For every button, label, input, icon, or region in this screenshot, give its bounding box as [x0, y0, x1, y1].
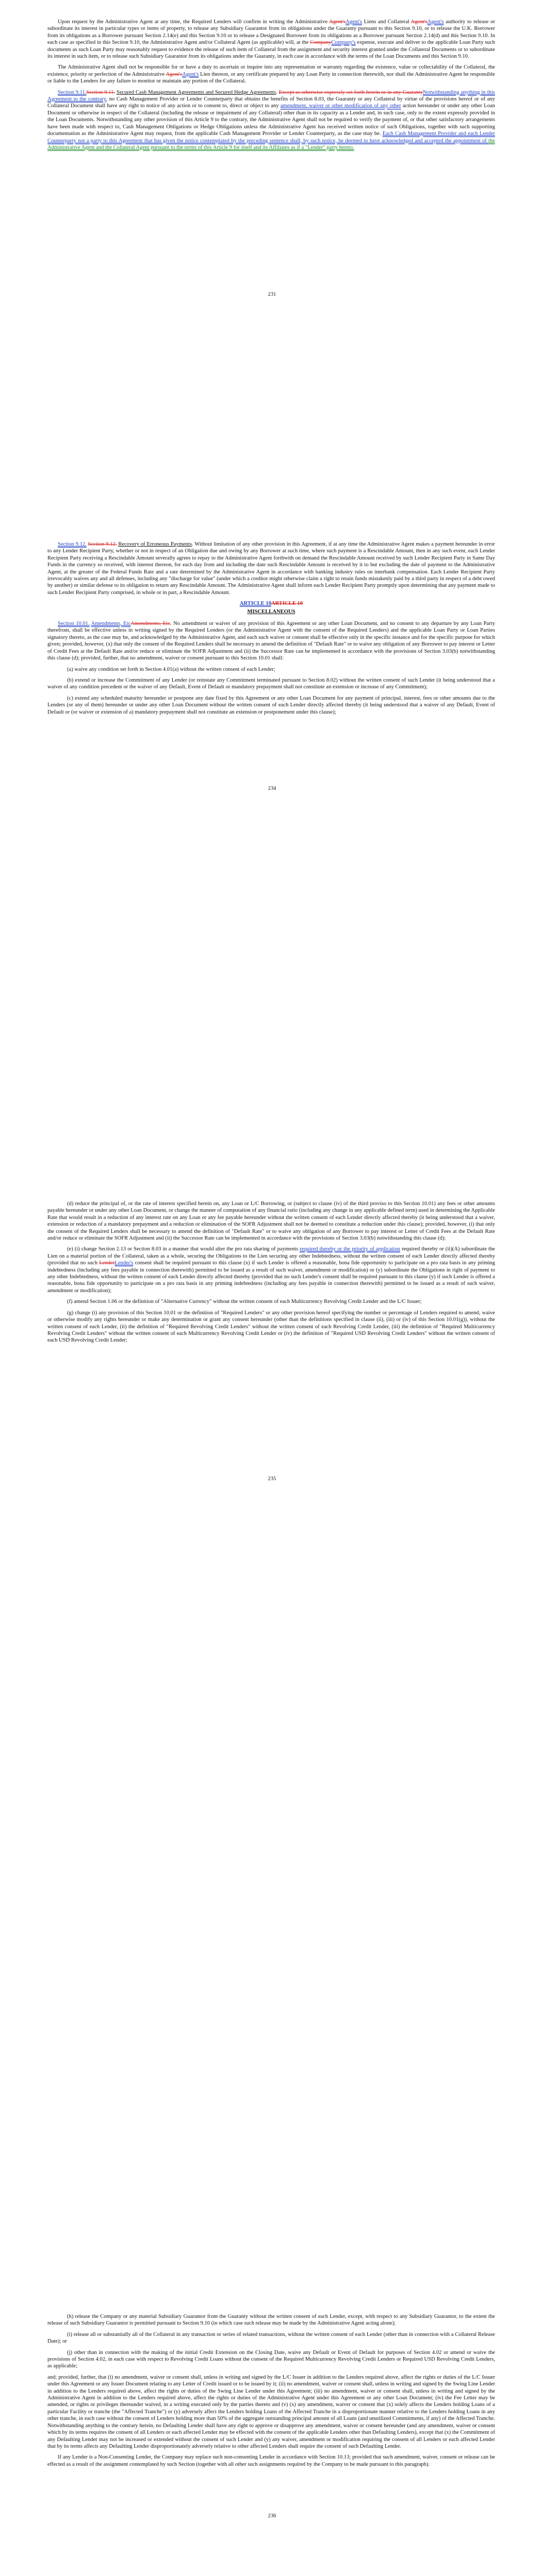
page-234 — [0, 392, 544, 1092]
page-235 — [0, 1092, 544, 1803]
page-number: 231 — [268, 292, 276, 297]
paragraph: The Administrative Agent shall not be responsible for or have a duty to ascertain or inquire into any representation or warranty regarding the existence, value or collectability of the Collateral, the existence, priority or perfection of the Administrative Agent'sAgent's Lien thereon, or any certificate prepared by any Loan Party in connection therewith, nor shall the Administrative Agent be responsible or liable to the Lenders for any failure to monitor or maintain any portion of the Collateral. — [47, 64, 495, 84]
page-231-body — [47, 19, 495, 155]
page-235-body — [47, 1200, 495, 1348]
clause-g: (g) change (i) any provision of this Section 10.01 or the definition of "Required Lenders" or any other provision hereof specifying the number or percentage of Lenders required to amend, waive or otherwise modify any rights hereunder or make any determination or grant any consent hereunder (other than the definitions specified in clause (ii), (iii) or (iv) of this Section 10.01(g)), without the written consent of each Lender, (ii) the definition of "Required Revolving Credit Lenders" without the written consent of each Revolving Credit Lender, (iii) the definition of "Required Multicurrency Revolving Credit Lenders" without the written consent of each Multicurrency Revolving Credit Lender or (iv) the definition of "Required USD Revolving Credit Lenders" without the written consent of each USD Revolving Credit Lender; — [47, 1310, 495, 1344]
proviso-paragraph: and; provided, further, that (i) no amendment, waiver or consent shall, unless in writing and signed by the L/C Issuer in addition to the Lenders required above, affect the rights or duties of the L/C Issuer under this Agreement or any Issuer Document relating to any Letter of Credit issued or to be issued by it; (ii) no amendment, waiver or consent shall, unless in writing and signed by the Swing Line Lender in addition to the Lenders required above, affect the rights or duties of the Swing Line Lender under this Agreement; (iii) no amendment, waiver or consent shall, unless in writing and signed by the Administrative Agent in addition to the Lenders required above, affect the rights or duties of the Administrative Agent under this Agreement or any other Loan Document; (iv) the Fee Letter may be amended, or rights or privileges thereunder waived, in a writing executed only by the parties thereto and (v) (x) any amendment, waiver or consent that (x) solely affects the Lenders holding Loans of a particular Facility or tranche (the "Affected Tranche") or (y) adversely affect the Lenders holding Loans of the Affected Tranche in a disproportionate manner relative to the Lenders holding Loans in any other tranche, in each case without the consent of Lenders holding more than 50% of the aggregate outstanding principal amount of all Loans (and unutilized Commitments, if any) of the Affected Tranche. Notwithstanding anything to the contrary herein, no Defaulting Lender shall have any right to approve or disapprove any amendment, waiver or consent hereunder (and any amendment, waiver or consent which by its terms requires the consent of all Lenders or each affected Lender may be effected with the consent of the applicable Lenders other than Defaulting Lenders), except that (x) the Commitment of any Defaulting Lender may not be increased or extended without the consent of such Lender and (y) any waiver, amendment or modification requiring the consent of all Lenders or each affected Lender that by its terms affects any Defaulting Lender disproportionately adversely relative to other affected Lenders shall require the consent of such Defaulting Lender. — [47, 2374, 495, 2449]
clause-c: (c) extend any scheduled maturity hereunder or postpone any date fixed by this Agreement or any other Loan Document for any payment of principal, interest, fees or other amounts due to the Lenders (or any of them) hereunder or under any other Loan Document without the written consent of each Lender directly affected thereby (it being understood that a waiver of any Default, Event of Default or (or waiver or extension of a) mandatory prepayment shall not constitute an extension or postponement under this clause); — [47, 695, 495, 715]
clause-a: (a) waive any condition set forth in Section 4.01(a) without the written consent of each Lender; — [67, 666, 275, 672]
clause-e: (e) (i) change Section 2.13 or Section 8.03 in a manner that would alter the pro rata sharing of payments required thereby or the priority of application required thereby or (ii)(A) subordinate the Lien on a material portion of the Collateral, taken as a whole, securing the Obligations to the Lien securing any other Indebtedness, without the written consent of each Lender directly affected thereby (provided that no such LenderLender's consent shall be required pursuant to this clause (x) if such Lender is offered a reasonable, bona fide opportunity to participate on a pro rata basis in any priming indebtedness (including any fees payable in connection therewith) permitted to be issued as a result of such waiver, amendment or modification) or (y) subordinate the Obligations in right of payment to any other Indebtedness, without the written consent of each Lender directly affected thereby (provided that no such Lender's consent shall be required pursuant to this clause (y) if such Lender is offered a reasonable, bona fide opportunity to participate on a pro rata basis in any priming indebtedness (including any fees payable in connection therewith) permitted to be issued as a result of such waiver, amendment or modification); — [47, 1246, 495, 1294]
clause-d: (d) reduce the principal of, or the rate of interest specified herein on, any Loan or L/C Borrowing, or (subject to clause (iv) of the third proviso to this Section 10.01) any fees or other amounts payable hereunder or under any other Loan Document, or change the manner of computation of any financial ratio (including any change in any applicable defined term) used in determining the Applicable Rate that would result in a reduction of any interest rate on any Loan or any fee payable hereunder without the written consent of each Lender directly affected thereby (it being understood that a waiver, extension or reduction of a mandatory prepayment and a reduction or elimination of the SOFR Adjustment shall not be deemed to constitute a reduction under this clause); provided, however, (i) that only the consent of the Required Lenders shall be necessary to amend the definition of "Default Rate" or to waive any obligation of any Borrower to pay interest or Letter of Credit Fees at the Default Rate and/or reduce or eliminate the SOFR Adjustment and (ii) the Successor Rate can be implemented in accordance with the provisions of Section 3.03(b) notwithstanding this clause (d); — [47, 1201, 495, 1242]
paragraph: Upon request by the Administrative Agent at any time, the Required Lenders will confirm in writing the Administrative Agent'sAgent's Liens and Collateral Agent'sAgent's authority to release or subordinate its interest in particular types or items of property, to release any Subsidiary Guarantor from its obligations under the Guaranty pursuant to this Section 9.10, or to release the U.K. Borrower from its obligations as a Borrower pursuant Section 2.14(e) and this Section 9.10 or to release a Designated Borrower from its obligations as a Borrower pursuant Section 2.14(d) and this Section 9.10. In each case as specified in this Section 9.10, the Administrative Agent and/or Collateral Agent (as applicable) will, at the CompanyCompany's expense, execute and deliver to the applicable Loan Party such documents as such Loan Party may reasonably request to evidence the release of such item of Collateral from the assignment and security interest granted under the Collateral Documents or to subordinate its interest in such item, or to release such Subsidiary Guarantor from its obligations under the Guaranty, in each case in accordance with the terms of the Loan Documents and this Section 9.10. — [47, 19, 495, 60]
article-title: MISCELLANEOUS — [247, 608, 295, 615]
section-9-11-paragraph: Section 9.11.Section 9.11. Secured Cash Management Agreements and Secured Hedge Agreements. Except as otherwise expressly set forth herein or in any GuarantyNotwithstanding anything in this Agreement to the contrary, no Cash Management Provider or Lender Counterparty that obtains the benefits of Section 8.03, the Guaranty or any Collateral by virtue of the provisions hereof or of any Collateral Document shall have any right to notice of any action or to consent to, direct or object to any amendment, waiver or other modification of any other action hereunder or under any other Loan Document or otherwise in respect of the Collateral (including the release or impairment of any Collateral) other than in its capacity as a Lender and, in such case, only to the extent expressly provided in the Loan Documents. Notwithstanding any other provision of this Article 9 to the contrary, the Administrative Agent shall not be required to verify the payment of, or that other satisfactory arrangements have been made with respect to, Cash Management Obligations or Hedge Obligations unless the Administrative Agent has received written notice of such Obligations, together with such supporting documentation as the Administrative Agent may request, from the applicable Cash Management Provider or Lender Counterparty, as the case may be. Each Cash Management Provider and each Lender Counterparty not a party to this Agreement that has given the notice contemplated by the preceding sentence shall, by such notice, be deemed to have acknowledged and accepted the appointment of the Administrative Agent and the Collateral Agent pursuant to the terms of this Article 9 for itself and its Affiliates as if a "Lender" party hereto. — [47, 89, 496, 150]
page-236 — [0, 1803, 544, 2576]
clause-b: (b) extend or increase the Commitment of any Lender (or reinstate any Commitment terminated pursuant to Section 8.02) without the written consent of such Lender (it being understood that a waiver of any condition precedent or the waiver of any Default, Event of Default or mandatory prepayment shall not constitute an extension or increase of any Commitment); — [47, 677, 495, 690]
page-234-body — [47, 541, 495, 720]
page-number: 236 — [268, 2513, 276, 2519]
page-231 — [0, 0, 544, 392]
page-number: 235 — [268, 1476, 276, 1482]
clause-j: (j) other than in connection with the making of the initial Credit Extension on the Closing Date, waive any Default or Event of Default for purposes of Section 4.02 or amend or waive the provisions of Section 4.02, in each case with respect to Revolving Credit Loans without the consent of the Required Multicurrency Revolving Credit Lenders or Required USD Revolving Credit Lenders, as applicable; — [47, 2349, 495, 2369]
article-heading: ARTICLE 10ARTICLE 10 — [239, 601, 303, 607]
section-10-01-paragraph: Section 10.01. Amendments, EtcAmendments, Etc. No amendment or waiver of any provision of this Agreement or any other Loan Document, and no consent to any departure by any Loan Party therefrom, shall be effective unless in writing signed by the Required Lenders (or the Administrative Agent with the consent of the Required Lenders) and the applicable Loan Party or Loan Parties signatory thereto, as the case may be, and acknowledged by the Administrative Agent, and each such waiver or consent shall be effective only in the specific instance and for the specific purpose for which given; provided, however, (x) that only the consent of the Required Lenders shall be necessary to amend the definition of "Default Rate" or to waive any obligation of any Borrower to pay interest or Letter of Credit Fees at the Default Rate and/or reduce or eliminate the SOFR Adjustment and (ii) the Successor Rate can be implemented in accordance with the provisions of Section 3.03(b) notwithstanding this clause (d); provided, further, that no amendment, waiver or consent pursuant to this Section 10.01 shall: — [47, 621, 496, 662]
non-consenting-lender-paragraph: If any Lender is a Non-Consenting Lender, the Company may replace such non-consenting Lender in accordance with Section 10.13; provided that such amendment, waiver, consent or release can be effected as a result of the assignment contemplated by such Section (together with all other such assignments required by the Company to be made pursuant to this paragraph). — [47, 2454, 495, 2467]
clause-i: (i) release all or substantially all of the Collateral in any transaction or series of related transactions, without the written consent of each Lender (other than in connection with a Collateral Release Date); or — [47, 2331, 495, 2345]
clause-h: (h) release the Company or any material Subsidiary Guarantor from the Guaranty without the written consent of each Lender, except, with respect to any Subsidiary Guarantor, to the extent the release of such Subsidiary Guarantor is permitted pursuant to Section 9.10 (in which case such release may be made by the Administrative Agent acting alone); — [47, 2314, 495, 2327]
page-number: 234 — [268, 786, 276, 791]
clause-f: (f) amend Section 1.06 or the definition of "Alternative Currency" without the written consent of each Multicurrency Revolving Credit Lender and the L/C Issuer; — [67, 1299, 422, 1305]
page-236-body — [47, 2313, 495, 2472]
section-9-12-paragraph: Section 9.12. Section 9.12. Recovery of Erroneous Payments. Without limitation of any other provision in this Agreement, if at any time the Administrative Agent makes a payment hereunder in error to any Lender Recipient Party, whether or not in respect of an Obligation due and owing by any Borrower at such time, where such payment is a Rescindable Amount, then in any such event, each Lender Recipient Party receiving a Rescindable Amount severally agrees to repay to the Administrative Agent forthwith on demand the Rescindable Amount received by such Lender Recipient Party in Same Day Funds in the currency so received, with interest thereon, for each day from and including the date such Rescindable Amount is received by it to but excluding the date of payment to the Administrative Agent, at the greater of the Federal Funds Rate and a rate determined by the Administrative Agent in accordance with banking industry rules on interbank compensation. Each Lender Recipient Party irrevocably waives any and all defenses, including any "discharge for value" (under which a creditor might otherwise claim a right to retain funds mistakenly paid by a third party in respect of a debt owed by another) or similar defense to its obligation to return any Rescindable Amount. The Administrative Agent shall inform each Lender Recipient Party promptly upon determining that any payment made to such Lender Recipient Party comprised, in whole or in part, a Rescindable Amount. — [47, 541, 495, 596]
